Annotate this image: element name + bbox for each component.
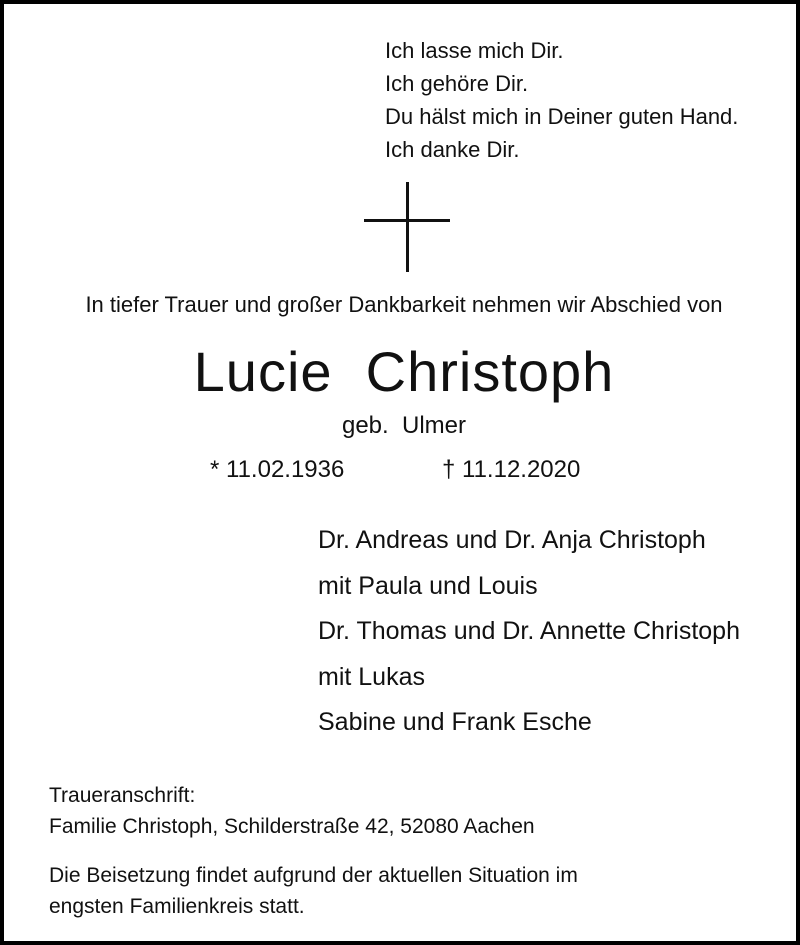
survivor-line: Dr. Thomas und Dr. Annette Christoph [318,617,740,645]
address-line: Familie Christoph, Schilderstraße 42, 52080 Aachen [49,815,535,838]
poem-line: Du hälst mich in Deiner guten Hand. [385,104,739,129]
address-label: Traueranschrift: [49,784,196,807]
survivor-line: mit Lukas [318,662,425,691]
survivors-list [318,518,740,746]
survivor-line: Dr. Andreas und Dr. Anja Christoph [318,526,706,554]
birth-name: geb. Ulmer [341,412,467,439]
funeral-note [49,860,578,922]
poem-line: Ich lasse mich Dir. [385,38,564,63]
mourning-address [49,780,535,842]
death-date: † 11.12.2020 [442,456,581,483]
cross-icon [364,182,450,272]
poem-line: Ich danke Dir. [385,137,520,162]
birth-date: * 11.02.1936 [210,456,345,483]
funeral-note-line: engsten Familienkreis statt. [49,895,305,918]
intro-text: In tiefer Trauer und großer Dankbarkeit nehmen wir Abschied von [85,292,723,317]
funeral-note-line: Die Beisetzung findet aufgrund der aktuellen Situation im [49,864,578,887]
survivor-line: Sabine und Frank Esche [318,708,592,736]
survivor-line: mit Paula und Louis [318,571,538,600]
poem [385,34,738,166]
deceased-name: Lucie Christoph [193,340,615,403]
poem-line: Ich gehöre Dir. [385,71,529,96]
